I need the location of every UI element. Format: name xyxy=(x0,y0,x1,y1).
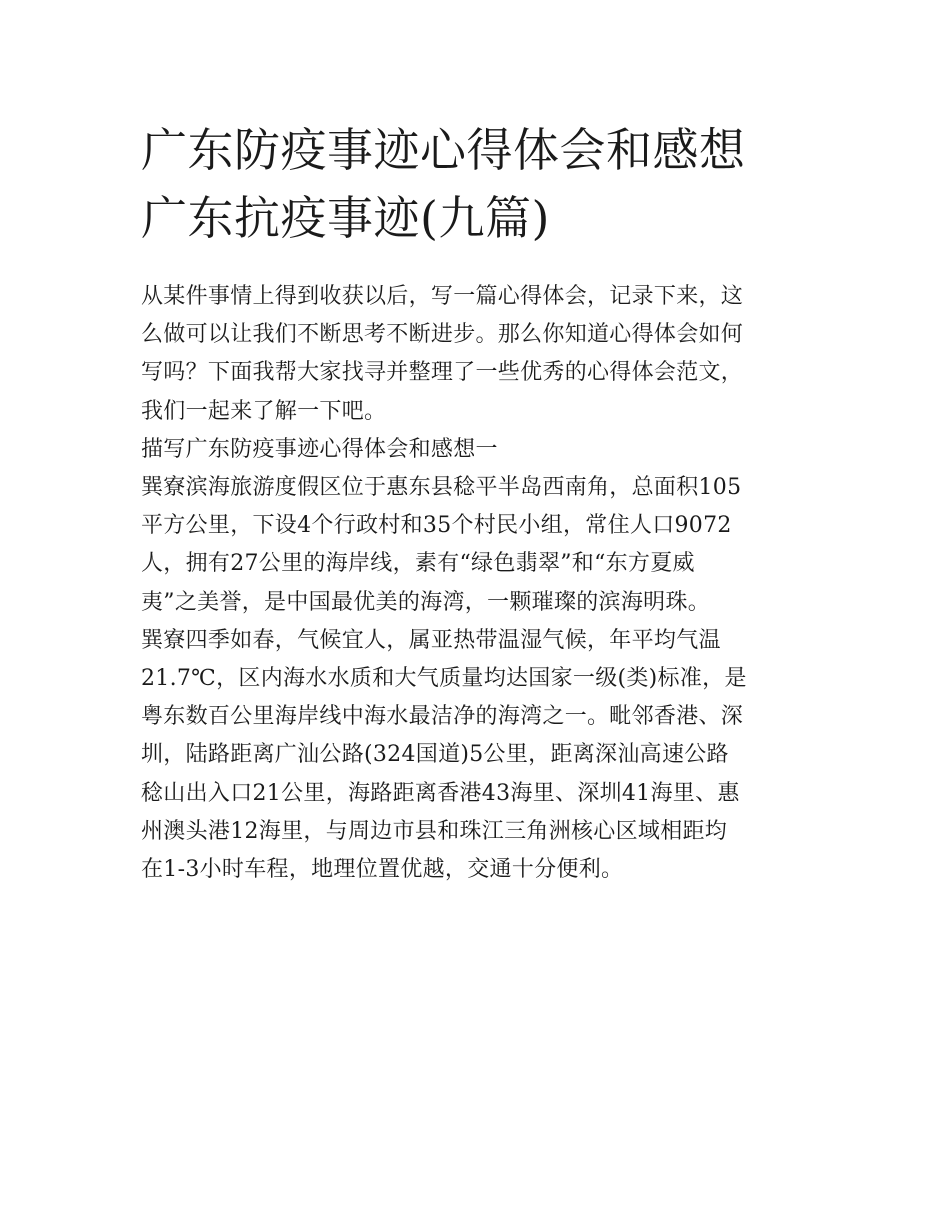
paragraph-1-line-1: 巽寮滨海旅游度假区位于惠东县稔平半岛西南角，总面积105 xyxy=(141,475,742,501)
paragraph-2-line-4: 圳，陆路距离广汕公路(324国道)5公里，距离深汕高速公路 xyxy=(141,742,729,768)
paragraph-2-line-7: 在1-3小时车程，地理位置优越，交通十分便利。 xyxy=(141,857,624,883)
intro-line-3: 写吗？下面我帮大家找寻并整理了一些优秀的心得体会范文， xyxy=(141,360,744,386)
title-line-1: 广东防疫事迹心得体会和感想 xyxy=(141,123,746,177)
paragraph-1-line-2: 平方公里，下设4个行政村和35个村民小组，常住人口9072 xyxy=(141,513,732,539)
document-title xyxy=(141,116,841,252)
paragraph-2-line-1: 巽寮四季如春，气候宜人，属亚热带温湿气候，年平均气温 xyxy=(141,627,721,653)
paragraph-2-line-6: 州澳头港12海里，与周边市县和珠江三角洲核心区域相距均 xyxy=(141,818,728,844)
section-heading: 描写广东防疫事迹心得体会和感想一 xyxy=(141,436,498,462)
paragraph-1-line-3: 人，拥有27公里的海岸线，素有“绿色翡翠”和“东方夏威 xyxy=(141,551,695,577)
paragraph-2-line-2: 21.7℃，区内海水水质和大气质量均达国家一级(类)标准，是 xyxy=(141,666,747,692)
paragraph-2-line-3: 粤东数百公里海岸线中海水最洁净的海湾之一。毗邻香港、深 xyxy=(141,704,744,730)
document-body xyxy=(141,278,821,889)
intro-line-1: 从某件事情上得到收获以后，写一篇心得体会，记录下来，这 xyxy=(141,284,744,309)
intro-line-4: 我们一起来了解一下吧。 xyxy=(141,398,387,424)
paragraph-2-line-5: 稔山出入口21公里，海路距离香港43海里、深圳41海里、惠 xyxy=(141,780,740,806)
paragraph-1-line-4: 夷”之美誉，是中国最优美的海湾，一颗璀璨的滨海明珠。 xyxy=(141,589,711,615)
title-line-2: 广东抗疫事迹(九篇) xyxy=(141,191,550,245)
intro-line-2: 么做可以让我们不断思考不断进步。那么你知道心得体会如何 xyxy=(141,322,744,348)
